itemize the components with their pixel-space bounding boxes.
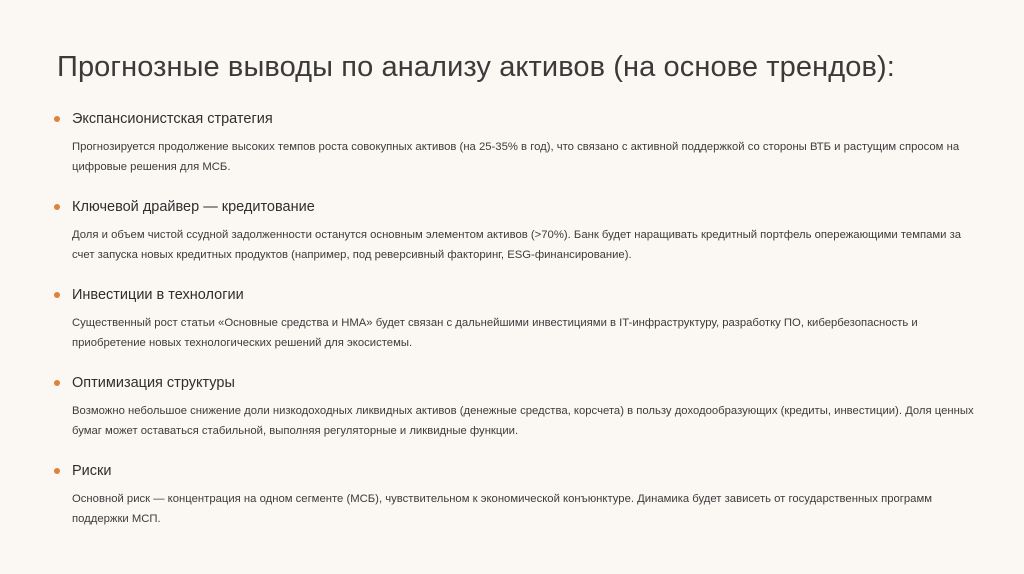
item-body: Основной риск — концентрация на одном сегменте (МСБ), чувствительном к экономической конъюнктуре. Динамика будет зависеть от государственных программ поддержки МСП. [72, 493, 932, 525]
list-item [54, 462, 984, 550]
slide-title: Прогнозные выводы по анализу активов (на основе трендов): [57, 51, 895, 83]
list-item [54, 110, 984, 198]
bullet-dot-icon [54, 380, 60, 386]
item-body: Существенный рост статьи «Основные средства и НМА» будет связан с дальнейшими инвестициями в IT-инфраструктуру, разработку ПО, кибербезопасность и приобретение новых технологических решений для экосистемы. [72, 317, 918, 349]
bullet-dot-icon [54, 292, 60, 298]
bullet-list [54, 110, 984, 550]
item-body: Прогнозируется продолжение высоких темпов роста совокупных активов (на 25-35% в год), что связано с активной поддержкой со стороны ВТБ и растущим спросом на цифровые решения для МСБ. [72, 141, 960, 173]
list-item [54, 374, 984, 462]
bullet-dot-icon [54, 116, 60, 122]
item-heading: Инвестиции в технологии [72, 287, 244, 303]
bullet-dot-icon [54, 204, 60, 210]
item-heading: Экспансионистская стратегия [72, 111, 273, 127]
item-body: Доля и объем чистой ссудной задолженности останутся основным элементом активов (>70%). Банк будет наращивать кредитный портфель опережающими темпами за счет запуска новых кредитных продуктов (например, под реверсивный факторинг, ESG-финансирование). [72, 229, 962, 261]
item-heading: Риски [72, 463, 112, 479]
item-heading: Ключевой драйвер — кредитование [72, 199, 315, 215]
list-item [54, 198, 984, 286]
item-heading: Оптимизация структуры [72, 375, 235, 391]
item-body: Возможно небольшое снижение доли низкодоходных ликвидных активов (денежные средства, корсчета) в пользу доходообразующих (кредиты, инвестиции). Доля ценных бумаг может оставаться стабильной, выполняя регуляторные и ликвидные функции. [72, 405, 974, 437]
list-item [54, 286, 984, 374]
bullet-dot-icon [54, 468, 60, 474]
